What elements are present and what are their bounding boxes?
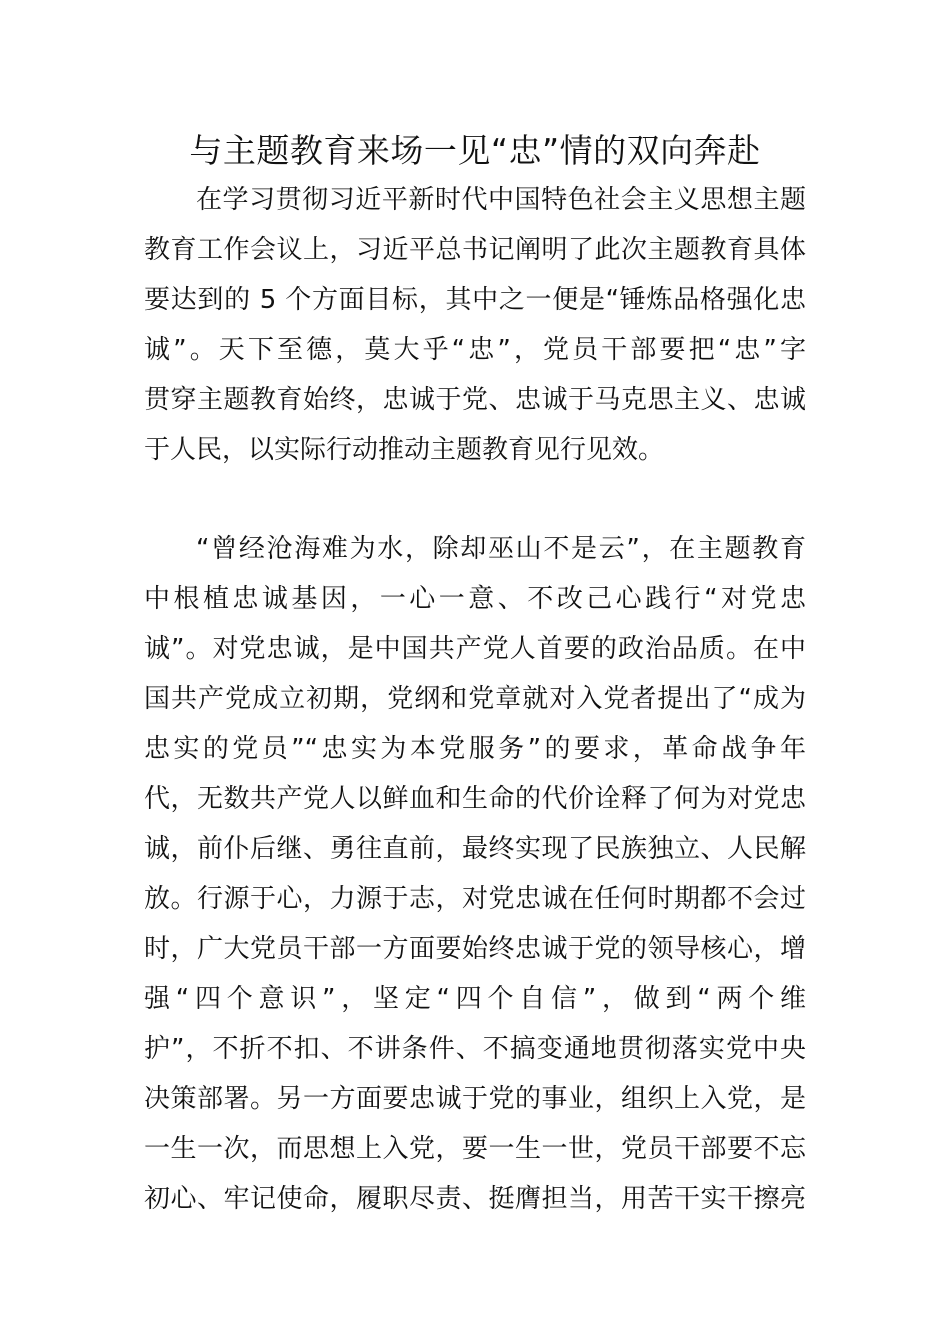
text-line: 一生一次，而思想上入党，要一生一世，党员干部要不忘: [144, 1134, 806, 1164]
paragraph-2-line: [144, 782, 806, 816]
text-line: 国共产党成立初期，党纲和党章就对入党者提出了“成为: [144, 684, 806, 714]
paragraph-2-line: [144, 1182, 806, 1216]
paragraph-1-line: [144, 233, 806, 267]
paragraph-2-line: [144, 532, 806, 566]
text-line: 初心、牢记使命，履职尽责、挺膺担当，用苦干实干擦亮: [144, 1184, 806, 1214]
text-line: 要达到的 5 个方面目标，其中之一便是“锤炼品格强化忠: [144, 285, 806, 315]
text-line: 教育工作会议上，习近平总书记阐明了此次主题教育具体: [144, 235, 806, 265]
text-line: 诚，前仆后继、勇往直前，最终实现了民族独立、人民解: [144, 834, 806, 864]
text-line: 中根植忠诚基因，一心一意、不改己心践行“对党忠: [144, 584, 806, 614]
document-title: 与主题教育来场一见“忠”情的双向奔赴: [189, 131, 761, 170]
paragraph-2-line: [144, 582, 806, 616]
paragraph-1-line: [144, 183, 806, 217]
text-line: 代，无数共产党人以鲜血和生命的代价诠释了何为对党忠: [144, 784, 806, 814]
paragraph-2-line: [144, 882, 806, 916]
paragraph-2-line: [144, 832, 806, 866]
text-line: 放。行源于心，力源于志，对党忠诚在任何时期都不会过: [144, 884, 806, 914]
paragraph-1-line: [144, 433, 806, 467]
paragraph-1-line: [144, 383, 806, 417]
text-line: 决策部署。另一方面要忠诚于党的事业，组织上入党，是: [144, 1084, 806, 1114]
paragraph-2-line: [144, 632, 806, 666]
text-line: 时，广大党员干部一方面要始终忠诚于党的领导核心，增: [144, 934, 806, 964]
text-line: 忠实的党员”“忠实为本党服务”的要求，革命战争年: [144, 734, 806, 764]
paragraph-2-line: [144, 1032, 806, 1066]
text-line: 诚”。对党忠诚，是中国共产党人首要的政治品质。在中: [144, 634, 806, 664]
paragraph-2-line: [144, 982, 806, 1016]
text-line: 在学习贯彻习近平新时代中国特色社会主义思想主题: [196, 185, 806, 215]
paragraph-1-line: [144, 333, 806, 367]
paragraph-1-line: [144, 283, 806, 317]
text-line: 贯穿主题教育始终，忠诚于党、忠诚于马克思主义、忠诚: [144, 385, 806, 415]
text-line: 护”，不折不扣、不讲条件、不搞变通地贯彻落实党中央: [144, 1034, 806, 1064]
paragraph-2-line: [144, 932, 806, 966]
paragraph-2-line: [144, 732, 806, 766]
text-line: “曾经沧海难为水，除却巫山不是云”，在主题教育: [196, 534, 806, 564]
text-line: 于人民，以实际行动推动主题教育见行见效。: [144, 435, 665, 465]
text-line: 诚”。天下至德，莫大乎“忠”，党员干部要把“忠”字: [144, 335, 806, 365]
paragraph-2-line: [144, 1132, 806, 1166]
paragraph-2-line: [144, 682, 806, 716]
text-line: 强“四个意识”，坚定“四个自信”，做到“两个维: [144, 984, 806, 1014]
paragraph-2-line: [144, 1082, 806, 1116]
